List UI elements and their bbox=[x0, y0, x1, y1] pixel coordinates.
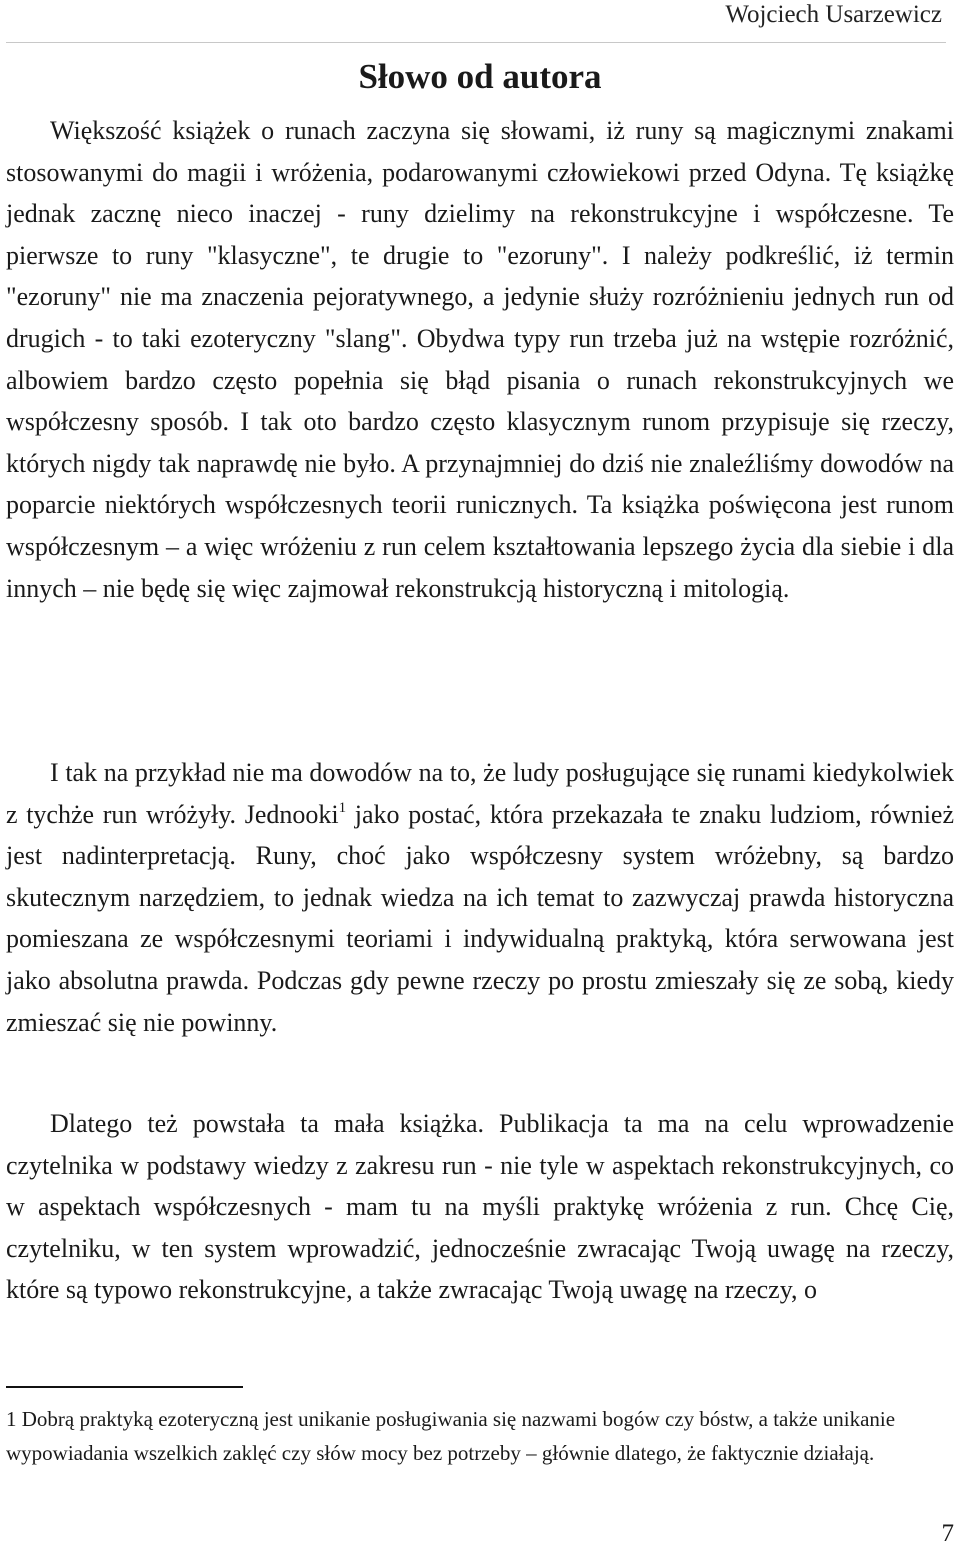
footnote-reference[interactable]: 1 bbox=[338, 799, 347, 816]
footnote-divider bbox=[6, 1386, 243, 1388]
chapter-title: Słowo od autora bbox=[358, 57, 602, 96]
paragraph-2-text-after-ref: jako postać, która przekazała te znaku ludziom, również jest nadinterpretacją. Runy, choć jako współczesny system wróżebny, są bardzo skutecznym narzędziem, to jednak wiedza na ich temat to zazwyczaj prawda historyczna pomieszana ze współczesnymi teoriami i indywidualną praktyką, która serwowana jest jako absolutna prawda. Podczas gdy pewne rzeczy po prostu zmieszały się ze sobą, kiedy zmieszać się nie powinny. bbox=[6, 799, 955, 1037]
header-divider bbox=[6, 42, 946, 43]
footnote-text: 1 Dobrą praktyką ezoteryczną jest unikanie posługiwania się nazwami bogów czy bóstw, a także unikanie wypowiadania wszelkich zaklęć czy słów mocy bez potrzeby – głównie dlatego, że faktycznie działają. bbox=[6, 1407, 896, 1465]
body-paragraph-1: Większość książek o runach zaczyna się słowami, iż runy są magicznymi znakami stosowanymi do magii i wróżenia, podarowanymi człowiekowi przed Odyna. Tę książkę jednak zacznę nieco inaczej - runy dzielimy na rekonstrukcyjne i współczesne. Te pierwsze to runy "klasyczne", te drugie to "ezoruny". I należy podkreślić, iż termin "ezoruny" nie ma znaczenia pejoratywnego, a jedynie służy rozróżnieniu jednych run od drugich - to taki ezoteryczny "slang". Obydwa typy run trzeba już na wstępie rozróżnić, albowiem bardzo często popełnia się błąd pisania o runach rekonstrukcyjnych we współczesny sposób. I tak oto bardzo często klasycznym runom przypisuje się rzeczy, których nigdy tak naprawdę nie było. A przynajmniej do dziś nie znaleźliśmy dowodów na poparcie niektórych współczesnych teorii runicznych. Ta książka poświęcona jest runom współczesnym – a więc wróżeniu z run celem kształtowania lepszego życia dla siebie i dla innych – nie będę się więc zajmował rekonstrukcją historyczną i mitologią. bbox=[6, 116, 954, 603]
paragraph-2-text-before-ref: I tak na przykład nie ma dowodów na to, że ludy posługujące się runami kiedykolwiek z tychże run wróżyły. Jednooki bbox=[6, 758, 954, 829]
body-paragraph-2 bbox=[6, 752, 954, 1043]
page-number: 7 bbox=[941, 1520, 954, 1547]
body-paragraph-3-block bbox=[6, 1103, 954, 1311]
body-paragraph-2-block bbox=[6, 752, 954, 1043]
body-paragraph-1-block bbox=[6, 110, 954, 609]
body-paragraph-3: Dlatego też powstała ta mała książka. Publikacja ta ma na celu wprowadzenie czytelnika w podstawy wiedzy z zakresu run - nie tyle w aspektach rekonstrukcyjnych, co w aspektach współczesnych - mam tu na myśli praktykę wróżenia z run. Chcę Cię, czytelniku, w ten system wprowadzić, jednocześnie zwracając Twoją uwagę na rzeczy, które są typowo rekonstrukcyjne, a także zwracając Twoją uwagę na rzeczy, o bbox=[6, 1109, 954, 1305]
running-header-author: Wojciech Usarzewicz bbox=[725, 1, 942, 28]
